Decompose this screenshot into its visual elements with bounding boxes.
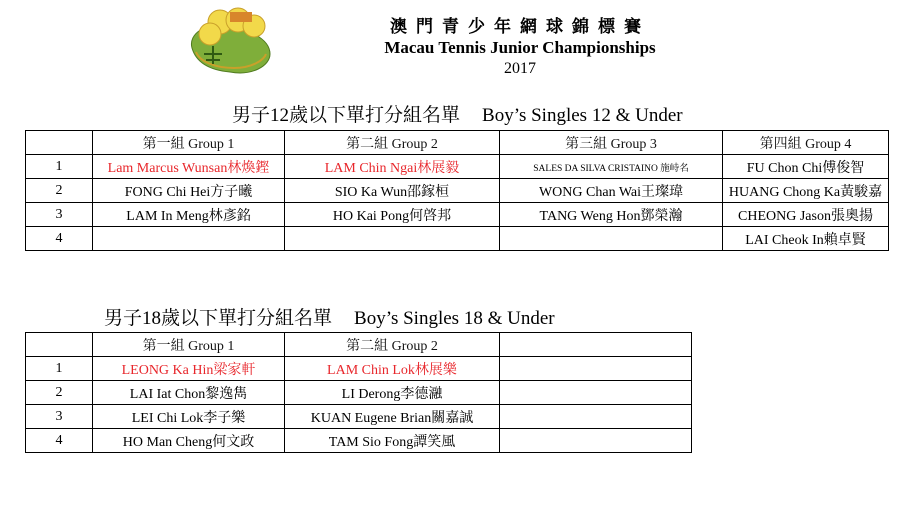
table-header-row [26,131,889,155]
table-row [26,405,692,429]
section-title-u18-cn: 男子18歲以下單打分組名單 [104,308,333,329]
player-cell: LEI Chi Lok李子樂 [93,405,285,429]
player-cell: SALES DA SILVA CRISTAINO 施峙名 [500,155,723,179]
u18-groups-table [25,332,692,453]
player-cell: HO Kai Pong何啓邦 [285,203,500,227]
player-cell [500,227,723,251]
player-cell: TAM Sio Fong譚笑風 [285,429,500,453]
player-cell: SIO Ka Wun邵鎵桓 [285,179,500,203]
document-header [330,16,710,80]
tennis-association-logo [186,4,274,78]
section-title-u18 [104,307,555,331]
table-row [26,429,692,453]
header-cell: 第一組 Group 1 [93,333,285,357]
table-row [26,381,692,405]
player-cell: LI Derong李德瀜 [285,381,500,405]
table-row [26,227,889,251]
header-cell: 第二組 Group 2 [285,333,500,357]
player-cell-seeded: Lam Marcus Wunsan林煥鏗 [93,155,285,179]
player-cell-seeded: LAM Chin Ngai林展毅 [285,155,500,179]
player-cell-seeded: LEONG Ka Hin梁家軒 [93,357,285,381]
title-english: Macau Tennis Junior Championships [384,38,656,57]
table-row [26,357,692,381]
player-cell: FONG Chi Hei方子曦 [93,179,285,203]
player-cell: LAM In Meng林彥銘 [93,203,285,227]
title-chinese: 澳門青少年網球錦標賽 [390,17,650,36]
row-number: 2 [26,381,93,405]
empty-cell [500,429,692,453]
player-cell: FU Chon Chi傅俊智 [723,155,889,179]
empty-cell [500,381,692,405]
table-header-row [26,333,692,357]
player-cell: LAI Cheok In賴卓賢 [723,227,889,251]
header-cell [26,131,93,155]
header-cell [26,333,93,357]
row-number: 3 [26,203,93,227]
header-cell: 第四組 Group 4 [723,131,889,155]
header-cell: 第三組 Group 3 [500,131,723,155]
player-cell: HUANG Chong Ka黃駿嘉 [723,179,889,203]
section-title-u12 [232,104,683,128]
player-cell: TANG Weng Hon鄧榮瀚 [500,203,723,227]
player-cell: LAI Iat Chon黎逸雋 [93,381,285,405]
event-year: 2017 [504,60,536,77]
player-cell-seeded: LAM Chin Lok林展樂 [285,357,500,381]
section-title-u12-cn: 男子12歲以下單打分組名單 [232,105,461,126]
section-title-u12-en: Boy’s Singles 12 & Under [482,105,683,126]
row-number: 1 [26,357,93,381]
player-cell: KUAN Eugene Brian關嘉誠 [285,405,500,429]
row-number: 1 [26,155,93,179]
empty-cell [500,357,692,381]
header-cell: 第二組 Group 2 [285,131,500,155]
player-cell: HO Man Cheng何文政 [93,429,285,453]
empty-cell [500,405,692,429]
header-cell: 第一組 Group 1 [93,131,285,155]
player-cell: WONG Chan Wai王璨瑋 [500,179,723,203]
row-number: 4 [26,429,93,453]
player-cell [285,227,500,251]
section-title-u18-en: Boy’s Singles 18 & Under [354,308,555,329]
table-row [26,155,889,179]
header-cell [500,333,692,357]
row-number: 4 [26,227,93,251]
row-number: 2 [26,179,93,203]
table-row [26,179,889,203]
u12-groups-table [25,130,889,251]
player-cell: CHEONG Jason張奧揚 [723,203,889,227]
row-number: 3 [26,405,93,429]
table-row [26,203,889,227]
player-cell [93,227,285,251]
